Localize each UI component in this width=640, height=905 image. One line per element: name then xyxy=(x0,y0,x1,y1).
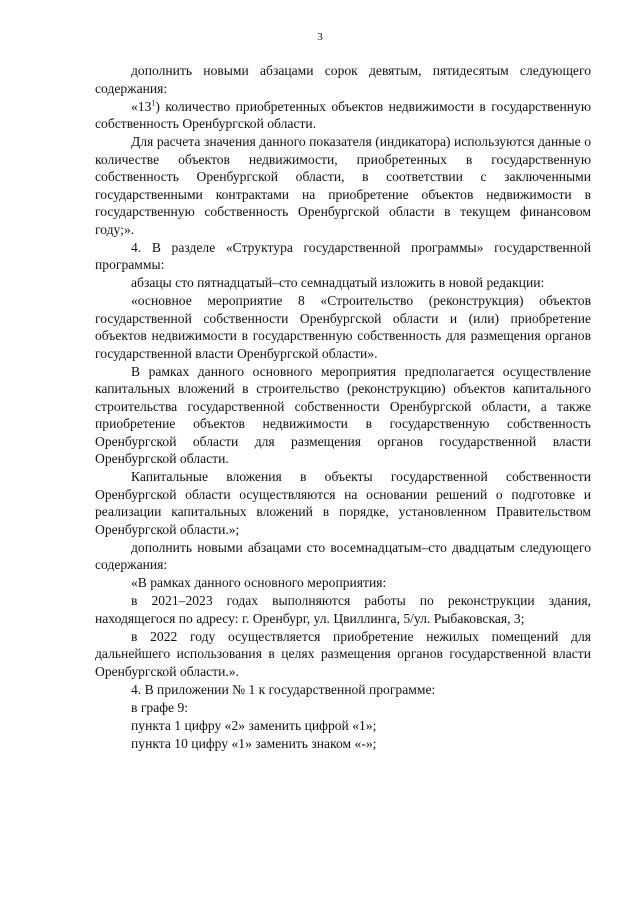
paragraph: дополнить новыми абзацами сто восемнадцатым–сто двадцатым следующего содержания: xyxy=(95,539,591,572)
paragraph: Для расчета значения данного показателя (индикатора) используются данные о количестве объектов недвижимости, приобретенных в государственную собственность Оренбургской области, в соответствии с заключенными государственными контрактами на приобретение объектов недвижимости в государственную собственность Оренбургской области в текущем финансовом году;». xyxy=(95,134,591,237)
paragraph: «основное мероприятие 8 «Строительство (реконструкция) объектов государственной собственности Оренбургской области и (или) приобретение объектов недвижимости в государственную собственность для размещения органов государственной власти Оренбургской области». xyxy=(95,293,591,361)
paragraph-indicator-13-1 xyxy=(95,98,591,133)
paragraph: абзацы сто пятнадцатый–сто семнадцатый изложить в новой редакции: xyxy=(131,275,545,290)
paragraph: в 2022 году осуществляется приобретение нежилых помещений для дальнейшего использования в целях размещения органов государственной власти Оренбургской области.». xyxy=(95,628,591,679)
indicator-text: ) количество приобретенных объектов недвижимости в государственную собственность Оренбургской области. xyxy=(95,98,591,131)
paragraph: пункта 1 цифру «2» заменить цифрой «1»; xyxy=(131,717,377,733)
indicator-superscript: 1 xyxy=(151,97,156,107)
paragraph: Капитальные вложения в объекты государственной собственности Оренбургской области осуществляются на основании решений о подготовке и реализации капитальных вложений в порядке, установленном Правительством Оренбургской области.»; xyxy=(95,469,591,537)
paragraph: в 2021–2023 годах выполняются работы по реконструкции здания, находящегося по адресу: г. Оренбург, ул. Цвиллинга, 5/ул. Рыбаковская, 3; xyxy=(95,593,591,626)
page-number: 3 xyxy=(317,31,323,43)
paragraph: В рамках данного основного мероприятия предполагается осуществление капитальных вложений в строительство (реконструкцию) объектов капитального строительства государственной собственности Оренбургской области, а также приобретение объектов недвижимости в государственную собственность Оренбургской области для размещения органов государственной власти Оренбургской области. xyxy=(95,363,591,466)
paragraph: дополнить новыми абзацами сорок девятым, пятидесятым следующего содержания: xyxy=(95,63,591,96)
paragraph: «В рамках данного основного мероприятия: xyxy=(131,575,387,590)
paragraph: 4. В приложении № 1 к государственной программе: xyxy=(131,681,436,697)
indicator-number: «13 xyxy=(131,98,152,114)
paragraph: 4. В разделе «Структура государственной программы» государственной программы: xyxy=(95,239,591,272)
paragraph: в графе 9: xyxy=(131,699,189,715)
paragraph: пункта 10 цифру «1» заменить знаком «-»; xyxy=(131,735,377,751)
document-body xyxy=(95,62,591,753)
